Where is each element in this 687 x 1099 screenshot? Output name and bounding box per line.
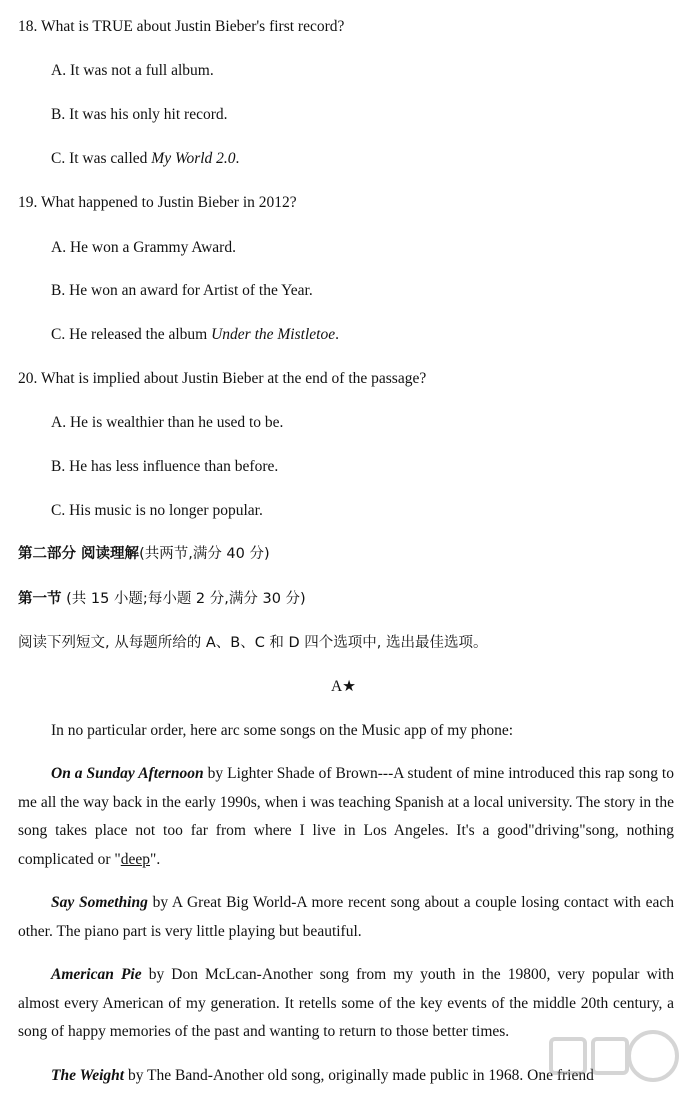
question-20-option-c: C. His music is no longer popular. xyxy=(51,502,263,519)
song-title-1: On a Sunday Afternoon xyxy=(51,765,204,782)
song-title-4: The Weight xyxy=(51,1067,125,1084)
watermark-logo-icon xyxy=(541,1021,681,1091)
paragraph-3-text: by Don McLcan-Another song from my youth in the 19800, very popular with almost every American of my generation. It retells some of the key events of the middle 20th century, a song of happy memories of the past and wanting to return to those better times. xyxy=(18,966,674,1040)
question-19-option-a: A. He won a Grammy Award. xyxy=(51,239,236,256)
question-18-option-b: B. It was his only hit record. xyxy=(51,106,228,123)
paragraph-1-text-b: ". xyxy=(150,850,161,868)
option-italic-title: Under the Mistletoe xyxy=(211,326,336,343)
section-sub-rest: (共 15 小题;每小题 2 分,满分 30 分) xyxy=(61,591,306,607)
paragraph-4-text: by The Band-Another old song, originally made public in 1968. One friend xyxy=(124,1067,594,1084)
option-italic-title: My World 2.0 xyxy=(151,150,236,167)
section-instruction: 阅读下列短文, 从每题所给的 A、B、C 和 D 四个选项中, 选出最佳选项。 xyxy=(18,635,488,651)
question-19-option-b: B. He won an award for Artist of the Year. xyxy=(51,282,313,299)
question-18-option-c xyxy=(51,149,239,169)
section-part-bold: 第二部分 阅读理解 xyxy=(18,546,140,562)
section-part-heading xyxy=(18,544,270,564)
passage-label: A★ xyxy=(330,678,357,695)
section-sub-heading xyxy=(18,589,306,609)
paragraph-2-text: by A Great Big World-A more recent song about a couple losing contact with each other. The piano part is very little playing but beautiful. xyxy=(18,894,674,940)
question-20-stem: 20. What is implied about Justin Bieber at the end of the passage? xyxy=(18,370,427,387)
section-sub-bold: 第一节 xyxy=(18,591,62,607)
question-18-option-a: A. It was not a full album. xyxy=(51,62,214,79)
option-suffix: . xyxy=(335,326,339,343)
passage-paragraph-1 xyxy=(18,760,674,874)
question-20-option-b: B. He has less influence than before. xyxy=(51,458,279,475)
song-title-3: American Pie xyxy=(51,966,142,983)
paragraph-1-text-a: by Lighter Shade of Brown---A student of mine introduced this rap song to me all the way back in the early 1990s, when i was teaching Spanish at a local university. The story in the song takes place not too far from where I live in Los Angeles. It's a good"driving"song, nothing complicated or " xyxy=(18,765,674,868)
passage-intro: In no particular order, here arc some songs on the Music app of my phone: xyxy=(51,722,514,739)
option-suffix: . xyxy=(235,150,240,167)
question-20-option-a: A. He is wealthier than he used to be. xyxy=(51,414,284,431)
option-prefix: C. He released the album xyxy=(51,326,212,343)
question-19-option-c xyxy=(51,325,339,345)
passage-paragraph-2 xyxy=(18,889,674,946)
song-title-2: Say Something xyxy=(51,894,148,911)
question-19-stem: 19. What happened to Justin Bieber in 2012? xyxy=(18,194,297,211)
underlined-word: deep xyxy=(120,850,150,868)
section-part-rest: (共两节,满分 40 分) xyxy=(139,546,270,562)
question-18-stem: 18. What is TRUE about Justin Bieber's first record? xyxy=(18,18,345,35)
option-prefix: C. It was called xyxy=(51,150,152,167)
